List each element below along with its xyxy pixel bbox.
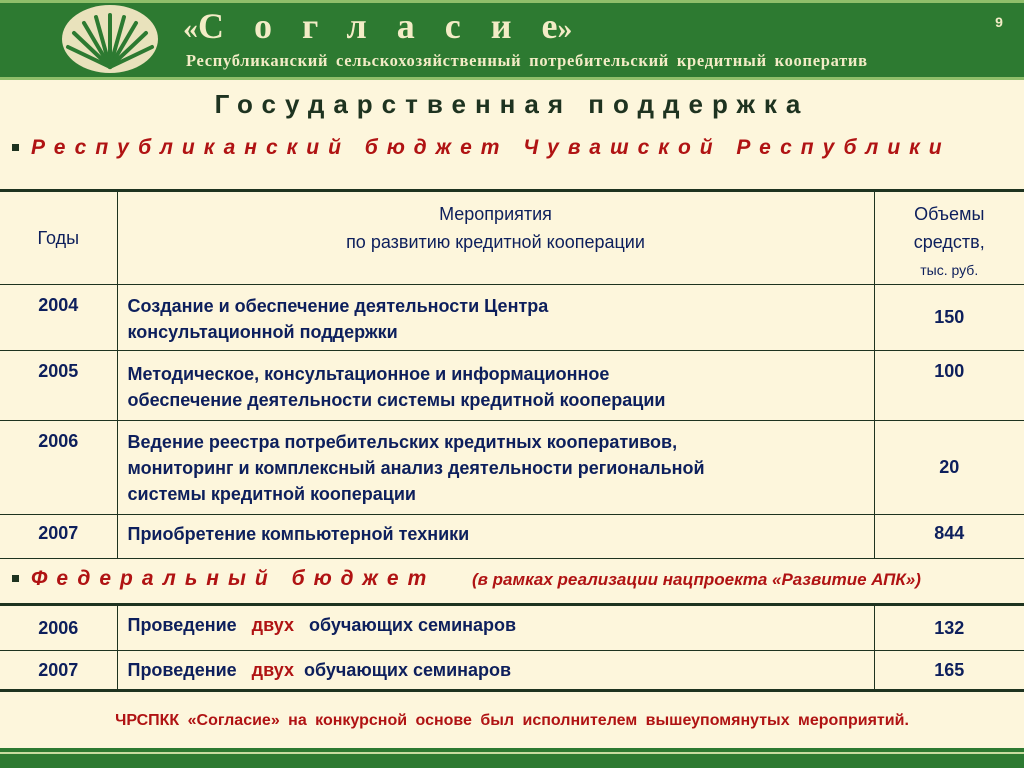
header-volumes-line1: Объемы bbox=[914, 204, 985, 224]
republic-budget-table bbox=[0, 189, 1024, 559]
row-activity-word: Проведение bbox=[127, 615, 237, 635]
page-number: 9 bbox=[995, 14, 1003, 30]
row-amount: 150 bbox=[874, 285, 1024, 351]
wheat-fan-icon bbox=[62, 5, 158, 73]
row-activity-line1: Создание и обеспечение деятельности Центра bbox=[127, 296, 549, 316]
header-activities bbox=[117, 191, 874, 285]
row-activity bbox=[117, 605, 874, 651]
row-activity-highlight: двух bbox=[251, 660, 294, 680]
row-activity-line1: Ведение реестра потребительских кредитных кооперативов, bbox=[127, 432, 678, 452]
table-row bbox=[0, 351, 1024, 421]
row-activity-line2: консультационной поддержки bbox=[127, 322, 398, 342]
header-activities-line2: по развитию кредитной кооперации bbox=[346, 232, 645, 252]
table-row bbox=[0, 421, 1024, 515]
federal-budget-table bbox=[0, 603, 1024, 692]
row-amount: 165 bbox=[874, 651, 1024, 691]
header-activities-line1: Мероприятия bbox=[439, 204, 552, 224]
bullet-icon bbox=[12, 144, 19, 151]
header-volumes bbox=[874, 191, 1024, 285]
row-activity bbox=[117, 351, 874, 421]
row-activity-line3: системы кредитной кооперации bbox=[127, 484, 416, 504]
section-heading: Федеральный бюджет bbox=[31, 567, 436, 590]
row-year: 2006 bbox=[0, 421, 117, 515]
page-title: Государственная поддержка bbox=[214, 89, 810, 119]
header-volumes-unit: тыс. руб. bbox=[920, 262, 979, 278]
row-year: 2007 bbox=[0, 515, 117, 559]
row-activity-rest: обучающих семинаров bbox=[303, 660, 512, 680]
row-activity bbox=[117, 651, 874, 691]
row-activity-line2: мониторинг и комплексный анализ деятельности региональной bbox=[127, 458, 705, 478]
wheat-fan-logo bbox=[62, 5, 158, 73]
row-activity-line1: Приобретение компьютерной техники bbox=[127, 524, 470, 544]
bullet-icon bbox=[12, 575, 19, 582]
row-activity-word: Проведение bbox=[127, 660, 237, 680]
footer-bar-line bbox=[0, 752, 1024, 754]
table-row bbox=[0, 285, 1024, 351]
table-row bbox=[0, 605, 1024, 651]
header-volumes-line2: средств, bbox=[913, 232, 985, 252]
brand-subtitle: Республиканский сельскохозяйственный потребительский кредитный кооператив bbox=[186, 51, 868, 70]
footer-bar bbox=[0, 748, 1024, 768]
row-activity-highlight: двух bbox=[251, 615, 294, 635]
table-header-row bbox=[0, 191, 1024, 285]
row-year: 2007 bbox=[0, 651, 117, 691]
section-note: (в рамках реализации нацпроекта «Развитие АПК») bbox=[472, 570, 921, 589]
row-amount: 20 bbox=[874, 421, 1024, 515]
footer-note: ЧРСПКК «Согласие» на конкурсной основе был исполнителем вышеупомянутых мероприятий. bbox=[115, 712, 909, 729]
brand-quote-close: » bbox=[557, 12, 573, 45]
section-republic-budget bbox=[0, 132, 1024, 164]
row-amount: 844 bbox=[874, 515, 1024, 559]
section-federal-budget bbox=[0, 563, 1024, 595]
row-activity-line2: обеспечение деятельности системы кредитной кооперации bbox=[127, 390, 666, 410]
brand-quote-open: « bbox=[183, 12, 198, 45]
section-heading: Республиканский бюджет Чувашской Республики bbox=[31, 136, 951, 159]
brand-name bbox=[183, 0, 903, 52]
row-activity bbox=[117, 515, 874, 559]
row-activity bbox=[117, 421, 874, 515]
row-activity bbox=[117, 285, 874, 351]
table-row bbox=[0, 515, 1024, 559]
header-years: Годы bbox=[0, 191, 117, 285]
row-amount: 100 bbox=[874, 351, 1024, 421]
row-amount: 132 bbox=[874, 605, 1024, 651]
row-activity-line1: Методическое, консультационное и информационное bbox=[127, 364, 610, 384]
header-bottom-stripe bbox=[0, 77, 1024, 80]
row-year: 2004 bbox=[0, 285, 117, 351]
slide-header bbox=[0, 0, 1024, 80]
row-year: 2005 bbox=[0, 351, 117, 421]
brand-word-last-letter: е bbox=[541, 6, 558, 46]
row-activity-rest: обучающих семинаров bbox=[308, 615, 517, 635]
table-row bbox=[0, 651, 1024, 691]
brand-word: Согласие bbox=[198, 6, 558, 46]
row-year: 2006 bbox=[0, 605, 117, 651]
